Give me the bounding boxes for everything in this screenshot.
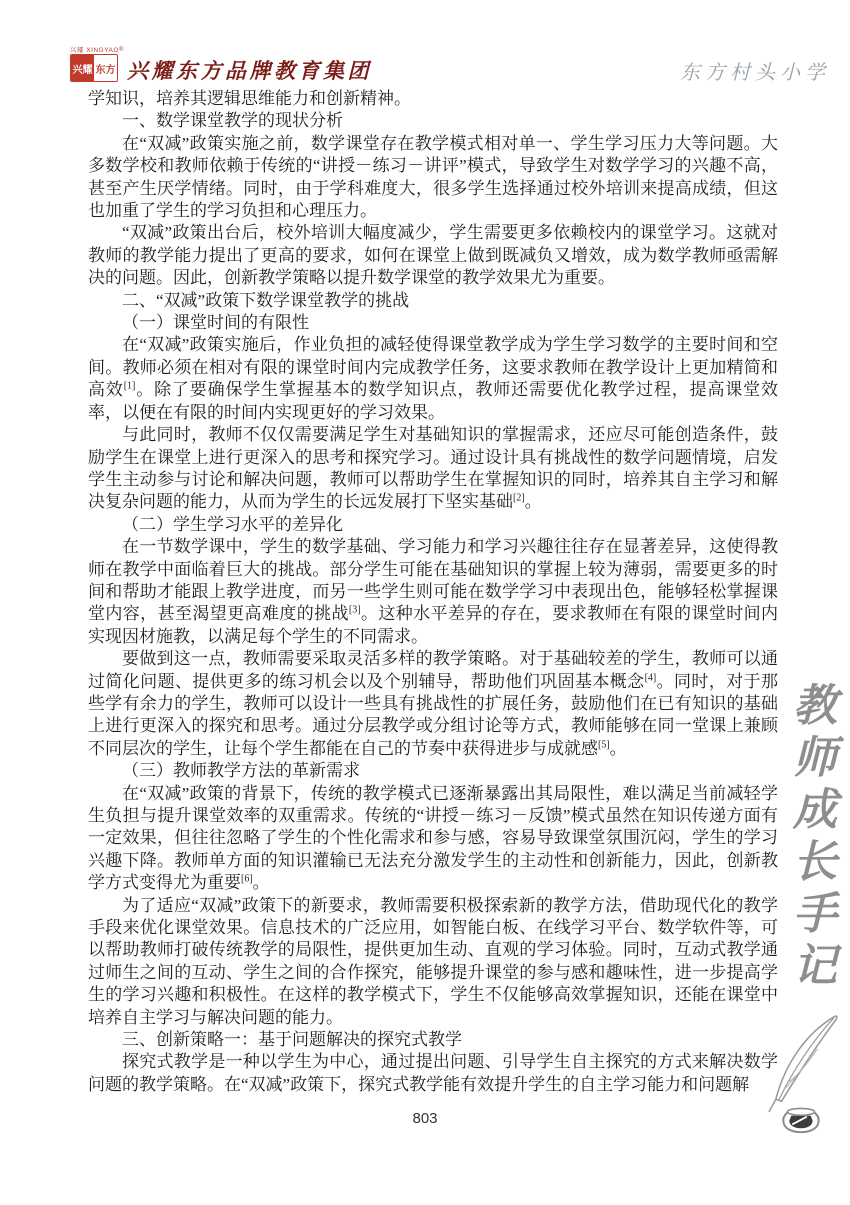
paragraph: 在一节数学课中，学生的数学基础、学习能力和学习兴趣往往存在显著差异，这使得教师在教学中面临着巨大的挑战。部分学生可能在基础知识的掌握上较为薄弱，需要更多的时间和帮助才能跟上教学进度，而另一些学生则可能在数学学习中表现出色，能够轻松掌握课堂内容，甚至渴望更高难度的挑战[3]。这种水平差异的存在，要求教师在有限的课堂时间内实现因材施教，以满足每个学生的不同需求。 (88, 537, 779, 646)
document-body (88, 88, 778, 1096)
logo-seal-right-text: 东方 (94, 55, 117, 81)
paragraph: 与此同时，教师不仅仅需要满足学生对基础知识的掌握需求，还应尽可能创造条件，鼓励学生在课堂上进行更深入的思考和探究学习。通过设计具有挑战性的数学问题情境，启发学生主动参与讨论和解决问题，教师可以帮助学生在掌握知识的同时，培养其自主学习和解决复杂问题的能力，从而为学生的长远发展打下坚实基础[2]。 (88, 425, 778, 512)
brand-title: 兴耀东方品牌教育集团 (127, 59, 372, 83)
paragraph: 在“双减”政策实施之前，数学课堂存在教学模式相对单一、学生学习压力大等问题。大多数学校和教师依赖于传统的“讲授－练习－讲评”模式，导致学生对数学学习的兴趣不高，甚至产生厌学情绪。同时，由于学科难度大，很多学生选择通过校外培训来提高成绩，但这也加重了学生的学习负担和心理压力。 (88, 133, 778, 221)
calligraphy-watermark: 教师成长手记 (785, 682, 836, 994)
paragraph: 探究式教学是一种以学生为中心，通过提出问题、引导学生自主探究的方式来解决数学问题的教学策略。在“双减”政策下，探究式教学能有效提升学生的自主学习能力和问题解 (88, 1052, 778, 1094)
citation-ref: [2] (513, 492, 525, 504)
logo-seal-left-text: 兴耀 (71, 55, 94, 81)
school-name: 东方村头小学 (680, 62, 830, 84)
group-logo (70, 47, 122, 82)
continuation: 学知识，培养其逻辑思维能力和创新精神。 (88, 89, 411, 108)
heading: 三、创新策略一：基于问题解决的探究式教学 (122, 1030, 462, 1050)
paragraph: 为了适应“双减”政策下的新要求，教师需要积极探索新的教学方法，借助现代化的教学手段来优化课堂效果。信息技术的广泛应用，如智能白板、在线学习平台、数学软件等，可以帮助教师打破传统教学的局限性，提供更加生动、直观的学习体验。同时，互动式教学通过师生之间的互动、学生之间的合作探究，能够提升课堂的参与感和趣味性，进一步提高学生的学习兴趣和积极性。在这样的教学模式下，学生不仅能够高效掌握知识，还能在课堂中培养自主学习与解决问题的能力。 (88, 895, 778, 1027)
citation-ref: [6] (241, 873, 253, 885)
logo-wordmark (70, 47, 122, 54)
subheading: （三）教师教学方法的革新需求 (122, 761, 360, 781)
logo-seal-icon (70, 54, 118, 82)
paragraph: 在“双减”政策实施后，作业负担的减轻使得课堂教学成为学生学习数学的主要时间和空间。教师必须在相对有限的课堂时间内完成教学任务，这要求教师在教学设计上更加精简和高效[1]。除了要确保学生掌握基本的数学知识点，教师还需要优化教学过程，提高课堂效率，以便在有限的时间内实现更好的学习效果。 (88, 335, 778, 422)
paragraph: “双减”政策出台后，校外培训大幅度减少，学生需要更多依赖校内的课堂学习。这就对教师的教学能力提出了更高的要求，如何在课堂上做到既减负又增效，成为数学教师亟需解决的问题。因此，创新教学策略以提升数学课堂的教学效果尤为重要。 (88, 223, 778, 288)
heading: 二、“双减”政策下数学课堂教学的挑战 (122, 290, 410, 310)
citation-ref: [1] (123, 380, 136, 392)
subheading: （二）学生学习水平的差异化 (122, 514, 343, 534)
citation-ref: [3] (348, 604, 361, 616)
paragraph: 在“双减”政策的背景下，传统的教学模式已逐渐暴露出其局限性，难以满足当前减轻学生负担与提升课堂效率的双重需求。传统的“讲授－练习－反馈”模式虽然在知识传递方面有一定效果，但往往忽略了学生的个性化需求和参与感，容易导致课堂氛围沉闷，学生的学习兴趣下降。教师单方面的知识灌输已无法充分激发学生的主动性和创新能力，因此，创新教学方式变得尤为重要[6]。 (88, 783, 778, 893)
paragraph: 要做到这一点，教师需要采取灵活多样的教学策略。对于基础较差的学生，教师可以通过简化问题、提供更多的练习机会以及个别辅导，帮助他们巩固基本概念[4]。同时，对于那些学有余力的学生，教师可以设计一些具有挑战性的扩展任务，鼓励他们在已有知识的基础上进行更深入的探究和思考。通过分层教学或分组讨论等方式，教师能够在同一堂课上兼顾不同层次的学生，让每个学生都能在自己的节奏中获得进步与成就感[5]。 (88, 649, 779, 758)
citation-ref: [4] (644, 671, 657, 683)
logo-tiny-text: 兴耀 XINGYAO (70, 47, 119, 54)
page-header (0, 0, 850, 95)
citation-ref: [5] (598, 739, 610, 751)
subheading: （一）课堂时间的有限性 (122, 313, 309, 333)
heading: 一、数学课堂教学的现状分析 (122, 111, 343, 131)
registered-trademark-icon: ® (118, 47, 124, 53)
page-number: 803 (412, 1110, 438, 1127)
